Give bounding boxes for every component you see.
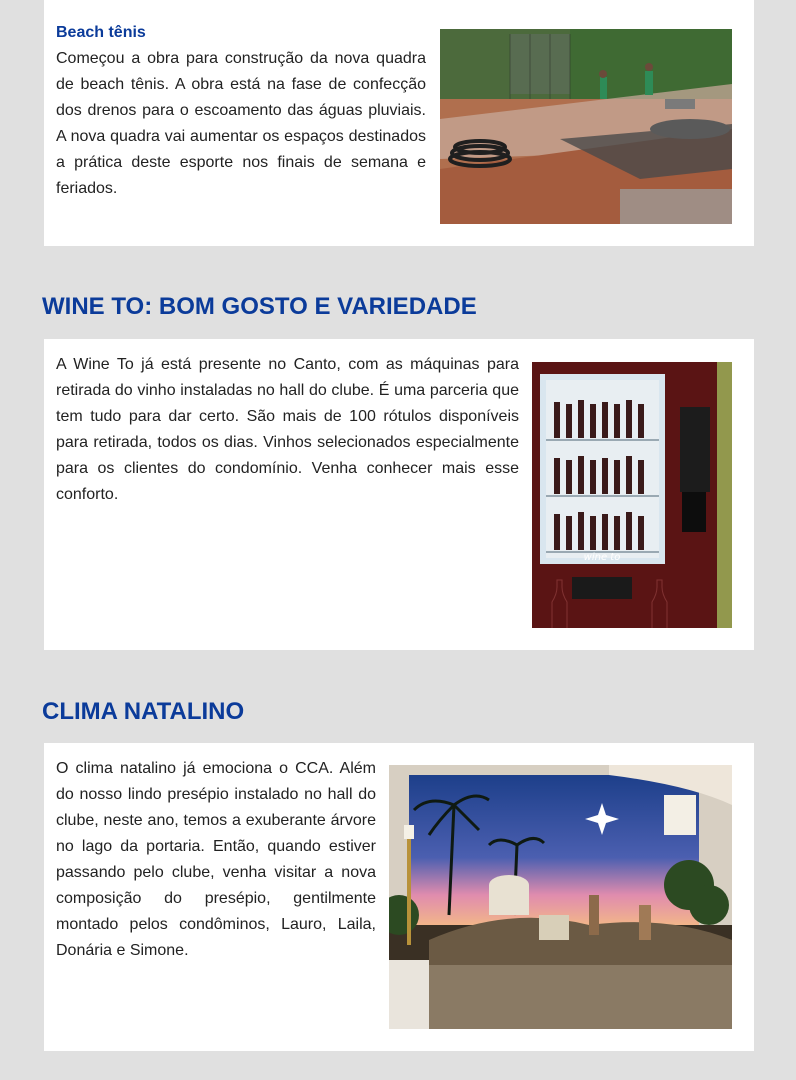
wine-to-vending-machine-photo [532,362,732,628]
beach-tennis-subtitle: Beach tênis [56,24,146,41]
nativity-scene-photo [389,765,732,1029]
wine-to-machine-logo: wine to [583,552,621,563]
beach-tennis-body: Começou a obra para construção da nova quadra de beach tênis. A obra está na fase de confecção dos drenos para o escoamento das águas pluviais. A nova quadra vai aumentar os espaços destinados a prática deste esporte nos finais de semana e feriados. [56,50,426,197]
christmas-card [44,743,754,1051]
christmas-body: O clima natalino já emociona o CCA. Além do nosso lindo presépio instalado no hall do clube, neste ano, temos a exuberante árvore no lago da portaria. Então, quando estiver passando pelo clube, venha visitar a nova composição do presépio, gentilmente montado pelos condôminos, Lauro, Laila, Donária e Simone. [56,760,376,959]
wine-to-card [44,339,754,650]
beach-tennis-construction-photo [440,29,732,224]
beach-tennis-card [44,0,754,246]
wine-to-section-title: WINE TO: BOM GOSTO E VARIEDADE [42,293,477,320]
christmas-section-title: CLIMA NATALINO [42,698,245,725]
beach-tennis-text [56,20,426,202]
wine-to-body: A Wine To já está presente no Canto, com as máquinas para retirada do vinho instaladas no hall do clube. É uma parceria que tem tudo para dar certo. São mais de 100 rótulos disponíveis para retirada, todos os dias. Vinhos selecionados especialmente para os clientes do condomínio. Venha conhecer mais esse conforto. [56,356,519,503]
